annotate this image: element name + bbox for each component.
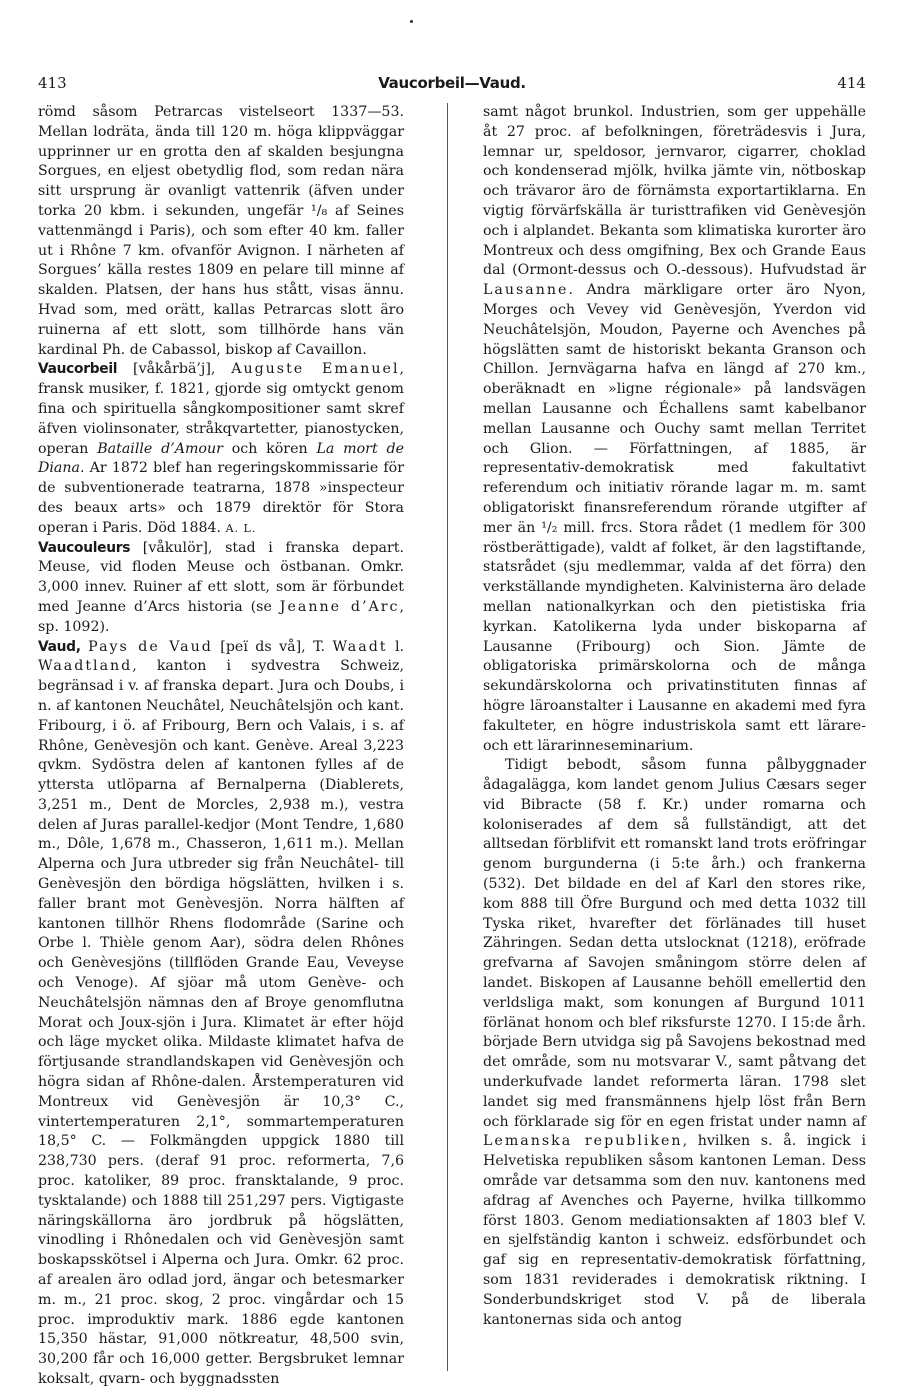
running-header: [38, 74, 866, 96]
alt-name: Waadtland: [38, 658, 133, 675]
entry-text: , kanton i sydvestra Schweiz, begränsad i v. af franska depart. Jura och Doubs, i n. af kantonen Neuchâtel, Neuchâtelsjön och kant. Fribourg, i ö. af Fribourg, Bern och Valais, i s. af Rhône, Genèvesjön och kant. Genève. Areal 3,223 qvkm. Sydöstra delen af kantonen fylles af de yttersta utlöparna af Bernalperna (Diablerets, 3,251 m., Dent de Morcles, 2,938 m.), vestra delen af Juras parallel-kedjor (Mont Tendre, 1,680 m., Dôle, 1,678 m., Chasseron, 1,611 m.). Mellan Alperna och Jura utbreder sig från Neuchâtel- till Genèvesjön den bördiga högslätten, hvilken i s. faller brant mot Genèvesjön. Norra hälften af kantonen tillhör Rhens flodområde (Sarine och Orbe l. Thièle genom Aar), södra delen Rhônes och Genèvesjöns (tillflöden Grande Eau, Veveyse och Venoge). Af sjöar må utom Genève- och Neuchâtelsjön nämnas den af Broye genomflutna Morat och Joux-sjön i Jura. Klimatet är efter höjd och läge mycket olika. Mildaste klimatet hafva de förtjusande strandlandskapen vid Genèvesjön och högra sidan af Rhône-dalen. Årstemperaturen vid Montreux vid Genèvesjön är 10,3° C., vintertemperaturen 2,1°, sommartemperaturen 18,5° C. — Folkmängden uppgick 1880 till 238,730 pers. (deraf 91 proc. reformerta, 7,6 proc. katoliker, 89 proc. fransktalande, 9 proc. tysktalande) och 1888 till 251,297 pers. Vigtigaste näringskällorna äro jordbruk på högslätten, vinodling i Rhônedalen och vid Genèvesjön samt boskapsskötsel i Alperna och Jura. Omkr. 62 proc. af arealen äro odlad jord, ängar och betesmarker m. m., 21 proc. skog, 2 proc. vingårdar och 15 proc. improduktiv mark. 1886 egde kantonen 15,350 hästar, 91,000 nötkreatur, 48,500 svin, 30,200 får och 16,000 getter. Bergsbruket lemnar koksalt, qvarn- och byggnadssten: [38, 658, 404, 1387]
capital-name: Lausanne: [483, 282, 569, 299]
entry-text: [våkulör], stad i franska depart. Meuse, vid floden Meuse och östbanan. Omkr. 3,000 innev. Ruiner af ett slott, som är förbundet med Jeanne d’Arcs historia (se: [38, 539, 404, 615]
author-signature: A. L.: [225, 521, 257, 535]
republic-name: Lemanska republiken: [483, 1133, 683, 1150]
alt-name: Pays de Vaud: [88, 638, 213, 655]
headword-vaucorbeil: Vaucorbeil: [38, 361, 118, 378]
entry-text: . Andra märkligare orter äro Nyon, Morges och Vevey vid Genèvesjön, Yverdon vid Neuchâtelsjön, Moudon, Payerne och Avenches på högslätten samt de historiskt bekanta Granson och Chillon. Jernvägarna hafva en längd af 270 km., oberäknadt en »ligne régionale» på landsvägen mellan Lausanne och Échallens samt kabelbanor mellan Lausanne och Ouchy samt mellan Territet och Glion. — Författningen, af 1885, är representativ-demokratisk med fakultativt referendum och initiativ rörande lagar m. m. samt obligatoriskt finansreferendum rörande utgifter af mer än ¹/₂ mill. frcs. Stora rådet (1 medlem för 300 röstberättigade), valdt af folket, är den lagstiftande, statsrådet (sju medlemmar, valda af det förra) den verkställande myndigheten. Kalvinisterna äro delade mellan nationalkyrkan och den pietistiska fria kyrkan. Katolikerna lyda under biskoparna af Lausanne (Fribourg) och Sion. Jämte de obligatoriska primärskolorna och de många sekundärskolorna och privatinstituten finnas af högre läroanstalter i Lausanne en akademi med fyra fakulteter, en högre industriskola samt ett lärare- och ett lärarinneseminarium.: [483, 282, 866, 754]
entry-text: samt något brunkol. Industrien, som ger uppehälle åt 27 proc. af befolkningen, företrädesvis i Jura, lemnar ur, speldosor, jernvaror, cigarrer, choklad och kondenserad mjölk, hvilka jämte vin, nötboskap och trävaror äro de förnämsta exportartiklarna. En vigtig förvärfskälla är turisttrafiken vid Genèvesjön och i alplandet. Bekanta som klimatiska kurorter äro Montreux och dess omgifning, Bex och Grande Eaus dal (Ormont-dessus och O.-dessous). Hufvudstad är: [483, 104, 866, 279]
entry-vaud: [38, 638, 404, 1390]
entry-text: . Ar 1872 blef han regeringskommissarie för de subventionerade teatrarna, 1878 »inspecteur des beaux arts» och 1879 direktör för Stora operan i Paris. Död 1884.: [38, 460, 404, 536]
entry-text: Tidigt bebodt, såsom funna pålbyggnader ådagalägga, kom landet genom Julius Cæsars seger vid Bibracte (58 f. Kr.) under romarna och koloniserades af dem så fullständigt, att det alltsedan förblifvit ett romanskt land trots eröfringar genom burgunderna (i 5:te årh.) och frankerna (532). Det bildade en del af Karl den stores rike, kom 888 till Öfre Burgund och med detta 1032 till Tyska riket, hvarefter det förlänades till huset Zähringen. Sedan detta utslocknat (1218), eröfrade grefvarna af Savojen småningom större delen af landet. Biskopen af Lausanne behöll emellertid den verldsliga makt, som konungen af Burgund 1011 förlänat honom och blef riksfurste 1270. I 15:de årh. började Bern utvidga sig på Savojens bekostnad med det område, som nu motsvarar V., samt påtvang det underkufvade landet reformerta läran. 1798 slet landet sig med fransmännens hjelp löst från Bern och förklarade sig för en egen fristat under namn af: [483, 757, 866, 1130]
entry-text: , sp. 1092).: [38, 598, 404, 635]
entry-vaucorbeil: [38, 360, 404, 538]
headword-vaud: Vaud,: [38, 638, 81, 655]
column-rule: [447, 103, 448, 1371]
paragraph-vaud-history: [483, 756, 866, 1330]
work-title: Bataille d’Amour: [97, 440, 223, 457]
entry-text: [peï ds vå], T.: [212, 638, 333, 655]
left-column: [38, 103, 405, 1387]
person-name: Auguste Emanuel: [231, 361, 400, 378]
running-title: Vaucorbeil—Vaud.: [378, 74, 526, 92]
cross-reference: Jeanne d’Arc: [279, 598, 400, 615]
entry-vaucouleurs: [38, 539, 404, 638]
entry-text: , hvilken s. å. ingick i Helvetiska republiken såsom kantonen Leman. Dess område var detsamma som den nuv. kantonens med afdrag af Avenches och Payerne, hvilka tillkommo först 1803. Genom mediationsakten af 1803 blef V. en sjelfständig kanton i schweiz. edsförbundet och gaf sig en representativ-demokratisk författning, som 1831 reviderades i demokratisk riktning. I Sonderbundskriget stod V. på de liberala kantonernas sida och antog: [483, 1133, 866, 1328]
headword-vaucouleurs: Vaucouleurs: [38, 539, 131, 556]
entry-text: l.: [387, 638, 405, 655]
right-column: [483, 103, 866, 1371]
page-number-right: 414: [837, 74, 866, 92]
printed-speck: [410, 20, 413, 23]
work-title: La mort de Diana: [38, 440, 404, 477]
paragraph-vaud-economy: [483, 103, 866, 756]
entry-text: , fransk musiker, f. 1821, gjorde sig omtyckt genom fina och spirituella sångkompositioner samt skref äfven violinsonater, stråkqvartetter, pianostycken, operan: [38, 361, 404, 457]
page-number-left: 413: [38, 74, 67, 92]
entry-text: och kören: [222, 440, 317, 457]
alt-name: Waadt: [332, 638, 388, 655]
paragraph-vaucluse-continued: römd såsom Petrarcas vistelseort 1337—53. Mellan lodräta, ända till 120 m. höga klippväggar upprinner ur en grotta den af skalden besjungna Sorgues, en eljest obetydlig flod, som redan nära sitt ursprung är ovanligt vattenrik (äfven under torka 20 kbm. i sekunden, ungefär ¹/₈ af Seines vattenmängd i Paris), och som efter 40 km. faller ut i Rhône 7 km. ofvanför Avignon. I närheten af Sorgues’ källa restes 1809 en pelare till minne af skalden. Platsen, der hans hus stått, visas ännu. Hvad som, med orätt, kallas Petrarcas slott äro ruinerna af ett slott, som tillhörde hans vän kardinal Ph. de Cabassol, biskop af Cavaillon.: [38, 104, 404, 358]
pronunciation: [våkårbä’j],: [117, 361, 232, 378]
